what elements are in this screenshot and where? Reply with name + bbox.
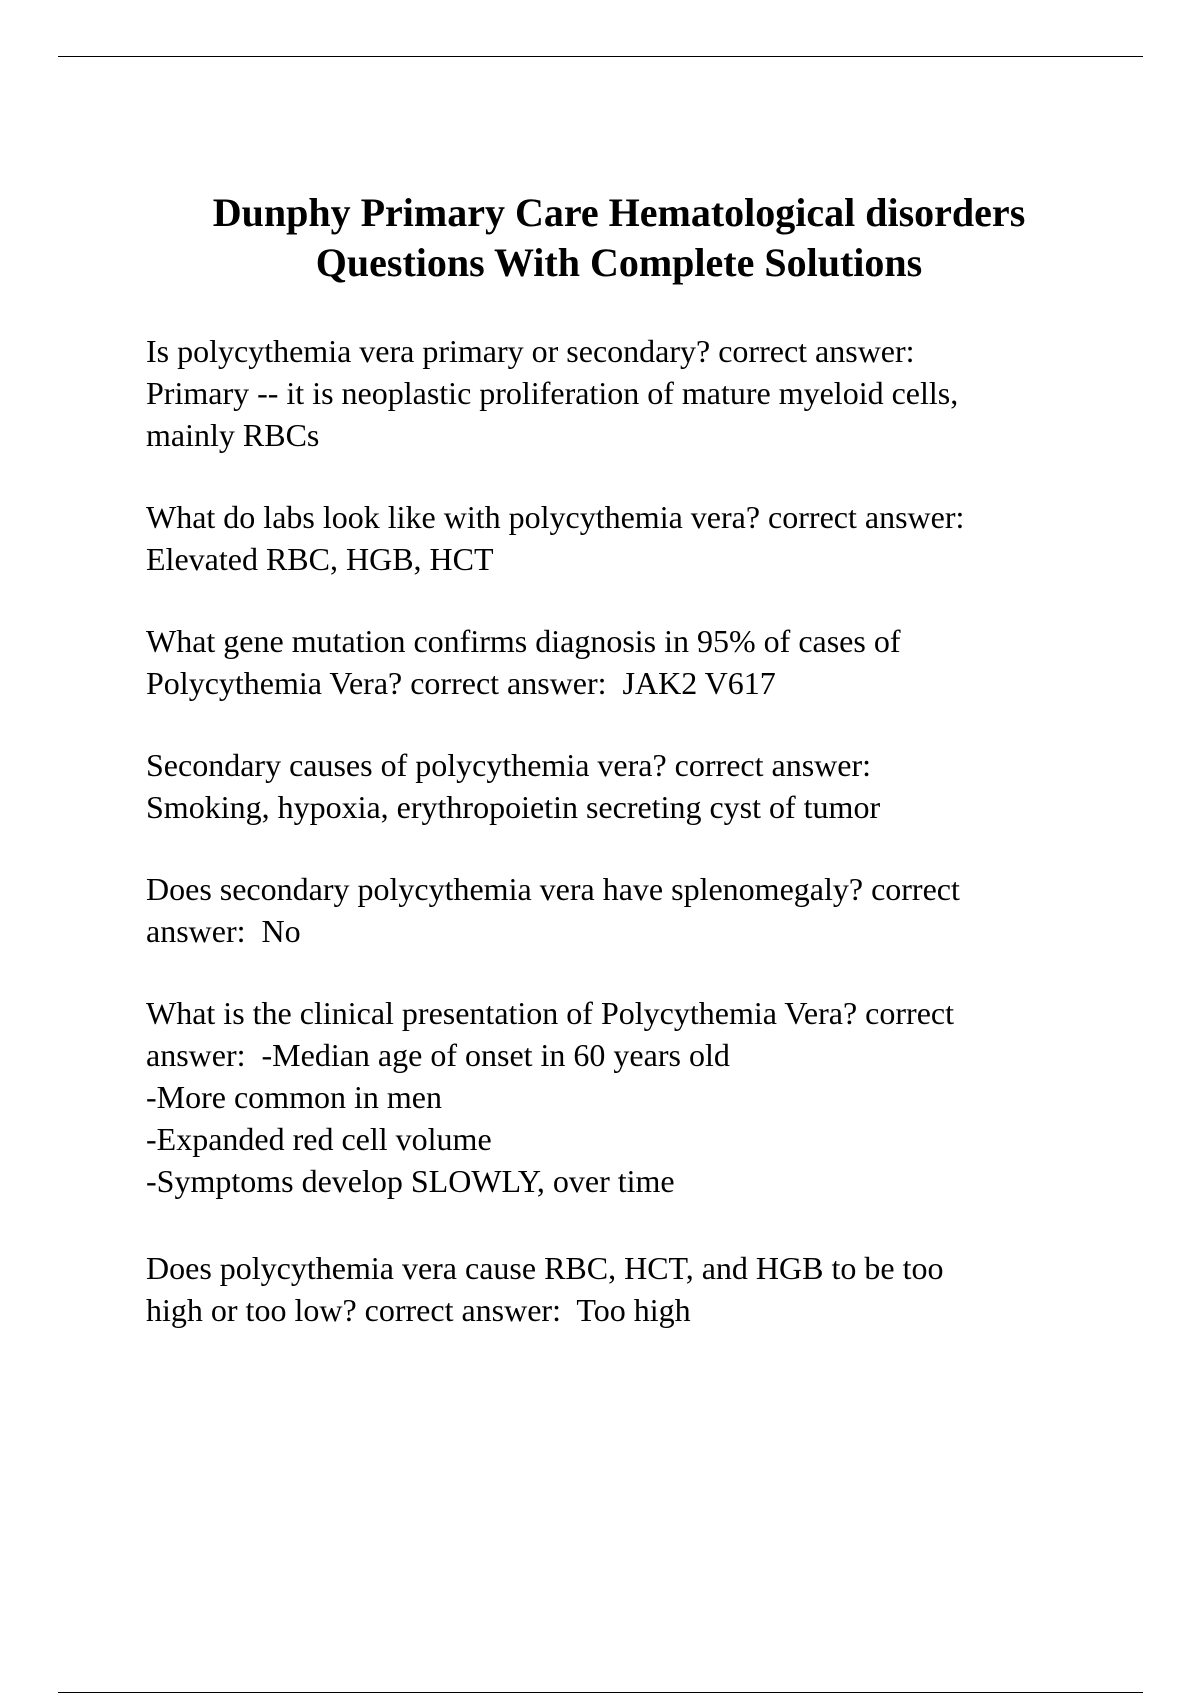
document-title [120,188,1118,288]
qa-line: answer: No [146,913,301,949]
title-line-1: Dunphy Primary Care Hematological disorders [212,190,1026,235]
qa-list [146,330,1106,1371]
qa-item [146,992,1106,1202]
qa-item [146,330,1106,456]
qa-item [146,1247,1106,1331]
qa-line: Primary -- it is neoplastic proliferation of mature myeloid cells, [146,375,959,411]
qa-line: What do labs look like with polycythemia vera? correct answer: [146,499,965,535]
footer-rule [58,1692,1143,1693]
title-line-2: Questions With Complete Solutions [315,240,923,285]
qa-line: Polycythemia Vera? correct answer: JAK2 V617 [146,665,776,701]
qa-line: Does secondary polycythemia vera have splenomegaly? correct [146,871,960,907]
qa-line: -More common in men [146,1079,442,1115]
qa-line: Smoking, hypoxia, erythropoietin secreting cyst of tumor [146,789,881,825]
qa-line: What gene mutation confirms diagnosis in 95% of cases of [146,623,901,659]
qa-line: Elevated RBC, HGB, HCT [146,541,494,577]
qa-item [146,496,1106,580]
qa-line: high or too low? correct answer: Too high [146,1292,691,1328]
qa-item [146,868,1106,952]
qa-line: -Symptoms develop SLOWLY, over time [146,1163,675,1199]
qa-line: Secondary causes of polycythemia vera? correct answer: [146,747,871,783]
qa-line: -Expanded red cell volume [146,1121,492,1157]
qa-line: Is polycythemia vera primary or secondary? correct answer: [146,333,915,369]
qa-line: What is the clinical presentation of Polycythemia Vera? correct [146,995,954,1031]
qa-item [146,744,1106,828]
qa-line: Does polycythemia vera cause RBC, HCT, and HGB to be too [146,1250,944,1286]
qa-item [146,620,1106,704]
qa-line: mainly RBCs [146,417,320,453]
header-rule [58,56,1143,57]
qa-line: answer: -Median age of onset in 60 years old [146,1037,730,1073]
